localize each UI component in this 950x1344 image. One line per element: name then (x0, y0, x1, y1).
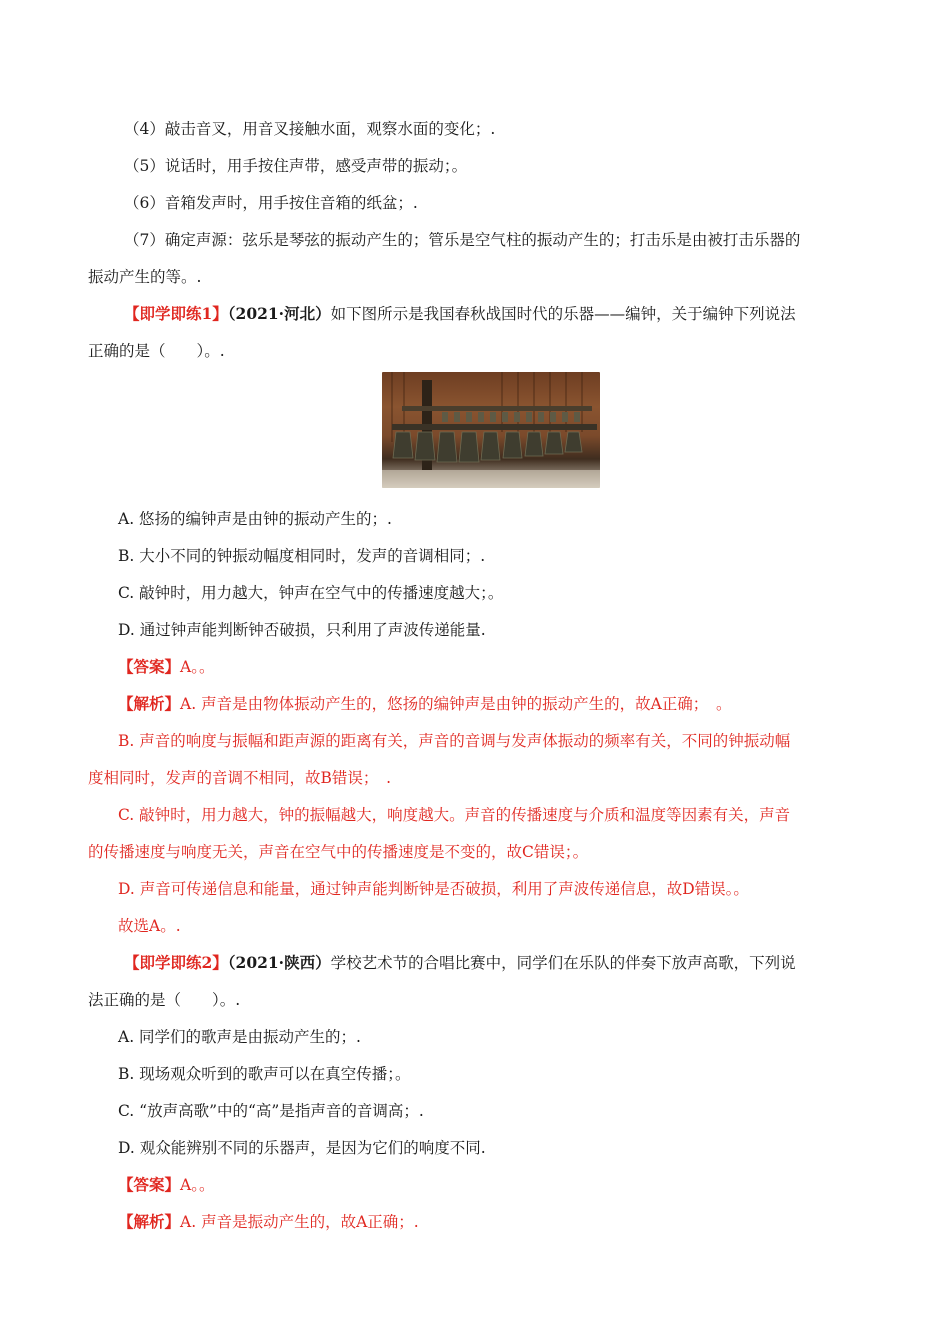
q1-option-d: D. 通过钟声能判断钟否破损，只利用了声波传递能量. (118, 621, 486, 639)
q1-analysis-b: B. 声音的响度与振幅和距声源的距离有关，声音的音调与发声体振动的频率有关，不同的钟振动幅 (118, 732, 791, 750)
q1-answer-value: A。。 (180, 658, 215, 676)
q1-analysis-d: D. 声音可传递信息和能量，通过钟声能判断钟是否破损，利用了声波传递信息，故D错误。。 (118, 880, 749, 898)
q2-stem-cont: 法正确的是（ ）。. (88, 991, 241, 1009)
q2-tag: 【即学即练2】 (124, 953, 228, 972)
q1-stem-cont: 正确的是（ ）。. (88, 342, 225, 360)
q2-answer (118, 1174, 214, 1196)
q1-option-b: B. 大小不同的钟振动幅度相同时，发声的音调相同；. (118, 547, 486, 565)
q1-answer (118, 656, 214, 678)
q2-option-c: C. “放声高歌”中的“高”是指声音的音调高；. (118, 1102, 424, 1120)
q2-option-b: B. 现场观众听到的歌声可以在真空传播；。 (118, 1065, 411, 1083)
bianzhong-illustration (382, 372, 600, 488)
q2-option-d: D. 观众能辨别不同的乐器声，是因为它们的响度不同. (118, 1139, 486, 1157)
q1-conclusion: 故选A。. (118, 917, 181, 935)
q2-answer-value: A。。 (180, 1176, 215, 1194)
step-7: （7）确定声源：弦乐是琴弦的振动产生的；管乐是空气柱的振动产生的；打击乐是由被打击乐器的 (124, 231, 801, 249)
q1-tag: 【即学即练1】 (124, 304, 228, 323)
q2-answer-tag: 【答案】 (118, 1175, 181, 1194)
q1-answer-tag: 【答案】 (118, 657, 181, 676)
q1-option-a: A. 悠扬的编钟声是由钟的振动产生的；. (118, 510, 392, 528)
q2-analysis-a (118, 1211, 419, 1233)
q1-analysis-c-cont: 的传播速度与响度无关，声音在空气中的传播速度是不变的，故C错误；。 (88, 843, 589, 861)
q1-analysis-a (118, 693, 732, 715)
q2-analysis-tag: 【解析】 (118, 1212, 181, 1231)
q1-option-c: C. 敲钟时，用力越大，钟声在空气中的传播速度越大；。 (118, 584, 504, 602)
q1-analysis-tag: 【解析】 (118, 694, 181, 713)
q2-option-a: A. 同学们的歌声是由振动产生的；. (118, 1028, 361, 1046)
q1-stem (124, 303, 796, 325)
q1-stem-text: 如下图所示是我国春秋战国时代的乐器——编钟，关于编钟下列说法 (330, 305, 796, 323)
q1-analysis-b-cont: 度相同时，发声的音调不相同，故B错误； . (88, 769, 392, 787)
step-7-cont: 振动产生的等。. (88, 268, 202, 286)
q2-source: （2021·陕西） (227, 953, 331, 972)
q2-analysis-a-text: A. 声音是振动产生的，故A正确；. (180, 1213, 419, 1231)
step-5: （5）说话时，用手按住声带，感受声带的振动；。 (124, 157, 468, 175)
q1-source: （2021·河北） (227, 304, 331, 323)
step-4: （4）敲击音叉，用音叉接触水面，观察水面的变化；. (124, 120, 496, 138)
q1-analysis-a-text: A. 声音是由物体振动产生的，悠扬的编钟声是由钟的振动产生的，故A正确； 。 (180, 695, 732, 713)
q1-analysis-c: C. 敲钟时，用力越大，钟的振幅越大，响度越大。声音的传播速度与介质和温度等因素有关，声音 (118, 806, 791, 824)
bianzhong-photo (382, 372, 600, 488)
q2-stem (124, 952, 796, 974)
q2-stem-text: 学校艺术节的合唱比赛中，同学们在乐队的伴奏下放声高歌，下列说 (330, 954, 796, 972)
step-6: （6）音箱发声时，用手按住音箱的纸盆；. (124, 194, 418, 212)
